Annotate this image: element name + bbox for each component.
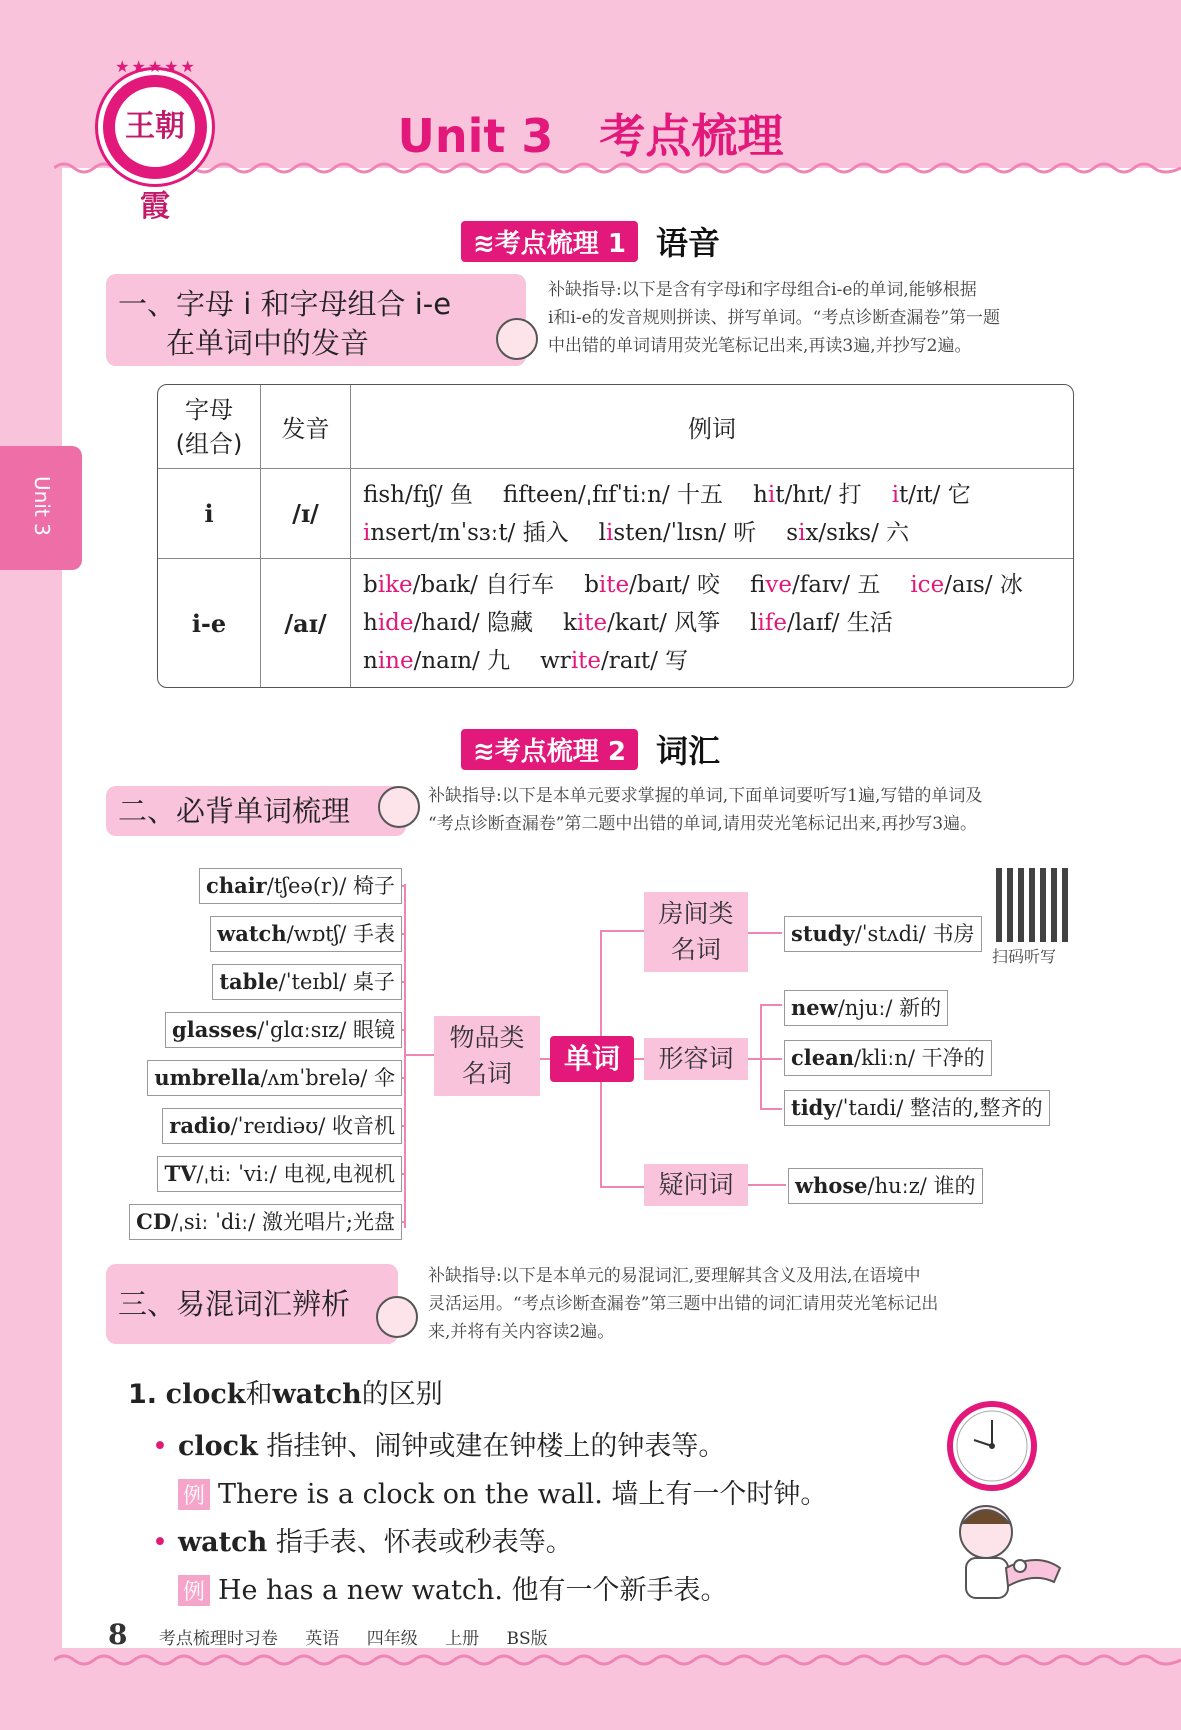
bullet-watch: • watch 指手表、怀表或秒表等。: [152, 1527, 573, 1558]
examples-i: [351, 469, 1073, 559]
mindmap-connector: [402, 1173, 406, 1175]
page-footer: 8 考点梳理时习卷 英语 四年级 上册 BS版: [108, 1618, 548, 1651]
category-items: 物品类 名词: [434, 1016, 540, 1096]
student-face-icon: [378, 786, 420, 828]
mindmap-room-word: study/ˈstʌdi/ 书房: [784, 916, 982, 952]
example-word: listen/ˈlɪsn/ 听: [598, 519, 757, 546]
bullet-clock: • clock 指挂钟、闹钟或建在钟楼上的钟表等。: [152, 1431, 726, 1462]
qr-code-icon[interactable]: [996, 868, 1070, 942]
category-adjective: 形容词: [644, 1038, 748, 1080]
example-word: ice/aɪs/ 冰: [910, 572, 1023, 598]
side-unit-tab: Unit 3: [0, 446, 82, 570]
example-clock: 例 There is a clock on the wall. 墙上有一个时钟。: [178, 1472, 827, 1511]
example-word: ffteen/ˌfɪfˈtiːn/ 十五: [502, 481, 724, 508]
mindmap-item-word: watch/wɒtʃ/ 手表: [210, 916, 402, 952]
page-title: Unit 3 考点梳理: [397, 109, 784, 163]
boy-with-watch-icon: [948, 1502, 1066, 1602]
example-word: write/raɪt/ 写: [540, 648, 689, 674]
wall-clock-icon: [946, 1400, 1038, 1492]
example-word: insert/ɪnˈsɜːt/ 插入: [363, 519, 569, 546]
subheading-clock-watch: 1. clock和watch的区别: [128, 1379, 443, 1410]
mindmap-item-word: umbrella/ʌmˈbrelə/ 伞: [147, 1060, 402, 1096]
example-word: kite/kaɪt/ 风筝: [562, 610, 721, 636]
mindmap-connector: [402, 1029, 406, 1031]
mindmap-item-word: glasses/ˈglɑːsɪz/ 眼镜: [165, 1012, 402, 1048]
example-word: nine/naɪn/ 九: [363, 648, 511, 674]
mindmap-item-word: chair/tʃeə(r)/ 椅子: [199, 868, 402, 904]
mindmap-item-word: table/ˈteɪbl/ 桌子: [212, 964, 402, 1000]
section1-heading: [0, 218, 1181, 264]
mindmap-connector: [402, 1125, 406, 1127]
section2-topic-box: 二、必背单词梳理: [106, 786, 406, 836]
logo-stars-icon: ★★★★★: [115, 57, 197, 76]
student-face-icon: [376, 1296, 418, 1338]
examples-i-e: [351, 559, 1073, 687]
example-word: hit/hɪt/ 打: [753, 481, 862, 508]
logo-text: 王朝霞: [115, 87, 195, 167]
mindmap-connector: [402, 1221, 406, 1223]
section1-topic-box: 一、字母 i 和字母组合 i-e 在单词中的发音: [106, 274, 526, 366]
section1-guide: 补缺指导:以下是含有字母i和字母组合i-e的单词,能够根据 i和i-e的发音规则拼读、拼写单词。“考点诊断查漏卷”第一题 中出错的单词请用荧光笔标记出来,再读3遍,并抄写2遍。: [548, 280, 1001, 356]
mindmap-item-word: TV/ˌtiː ˈviː/ 电视,电视机: [157, 1156, 402, 1192]
example-word: fsh/fɪʃ/ 鱼: [363, 481, 473, 508]
example-word: hide/haɪd/ 隐藏: [363, 610, 533, 636]
mindmap-connector: [402, 981, 406, 983]
section2-guide: 补缺指导:以下是本单元要求掌握的单词,下面单词要听写1遍,写错的单词及 “考点诊断查漏卷”第二题中出错的单词,请用荧光笔标记出来,再抄写3遍。: [428, 786, 983, 834]
phonics-table: [157, 384, 1074, 688]
mindmap-connector: [402, 933, 406, 935]
header-letter: 字母 (组合): [158, 385, 261, 469]
mindmap-item-word: radio/ˈreɪdiəʊ/ 收音机: [162, 1108, 402, 1144]
mindmap-connector: [402, 1077, 406, 1079]
table-row: i /ɪ/ fsh/fɪʃ/ 鱼 ffteen/ˌfɪfˈtiːn/ 十五 hit/hɪt/ 打 it/ɪt/ 它 insert/ɪnˈsɜːt/ 插入 listen/ˈlɪsn/ 听 six/sɪks/ 六: [158, 469, 1073, 559]
example-word: bike/baɪk/ 自行车: [363, 572, 555, 598]
bottom-wave-border: [54, 1652, 1181, 1668]
table-row: i-e /aɪ/ bike/baɪk/ 自行车 bite/baɪt/ 咬 five/faɪv/ 五 ice/aɪs/ 冰 hide/haɪd/ 隐藏 kite/kaɪt/ 风筝 life/laɪf/ 生活 nine/naɪn/ 九 write/raɪt/ 写: [158, 559, 1073, 687]
header-sound: 发音: [261, 385, 351, 469]
section3-guide: 补缺指导:以下是本单元的易混词汇,要理解其含义及用法,在语境中 灵活运用。“考点诊断查漏卷”第三题中出错的词汇请用荧光笔标记出 来,并将有关内容读2遍。: [428, 1266, 939, 1342]
example-word: six/sɪks/ 六: [786, 519, 910, 546]
student-face-icon: [496, 318, 538, 360]
section2-badge: ≋考点梳理 2: [461, 729, 638, 770]
section3-topic-box: 三、易混词汇辨析: [106, 1264, 398, 1344]
page-number: 8: [108, 1618, 128, 1651]
qr-label: 扫码听写: [992, 947, 1057, 966]
section2-title: 词汇: [655, 732, 720, 770]
section1-title: 语音: [655, 224, 720, 262]
example-word: five/faɪv/ 五: [749, 572, 881, 598]
example-word: it/ɪt/ 它: [891, 481, 971, 508]
example-word: life/laɪf/ 生活: [750, 610, 893, 636]
section1-badge: ≋考点梳理 1: [461, 221, 638, 262]
header-examples: 例词: [351, 385, 1073, 469]
mindmap-item-word: CD/ˌsiː ˈdiː/ 激光唱片;光盘: [129, 1204, 402, 1240]
category-question: 疑问词: [644, 1164, 748, 1206]
center-node: 单词: [550, 1036, 634, 1082]
mindmap-adjective-word: tidy/ˈtaɪdi/ 整洁的,整齐的: [784, 1090, 1050, 1126]
mindmap-connector: [402, 885, 406, 887]
section2-heading: [0, 726, 1181, 772]
example-watch: 例 He has a new watch. 他有一个新手表。: [178, 1568, 728, 1607]
mindmap-question-word: whose/huːz/ 谁的: [788, 1168, 983, 1204]
mindmap-adjective-word: clean/kliːn/ 干净的: [784, 1040, 992, 1076]
example-word: bite/baɪt/ 咬: [584, 572, 720, 598]
category-room: 房间类 名词: [644, 892, 748, 972]
mindmap-adjective-word: new/njuː/ 新的: [784, 990, 948, 1026]
